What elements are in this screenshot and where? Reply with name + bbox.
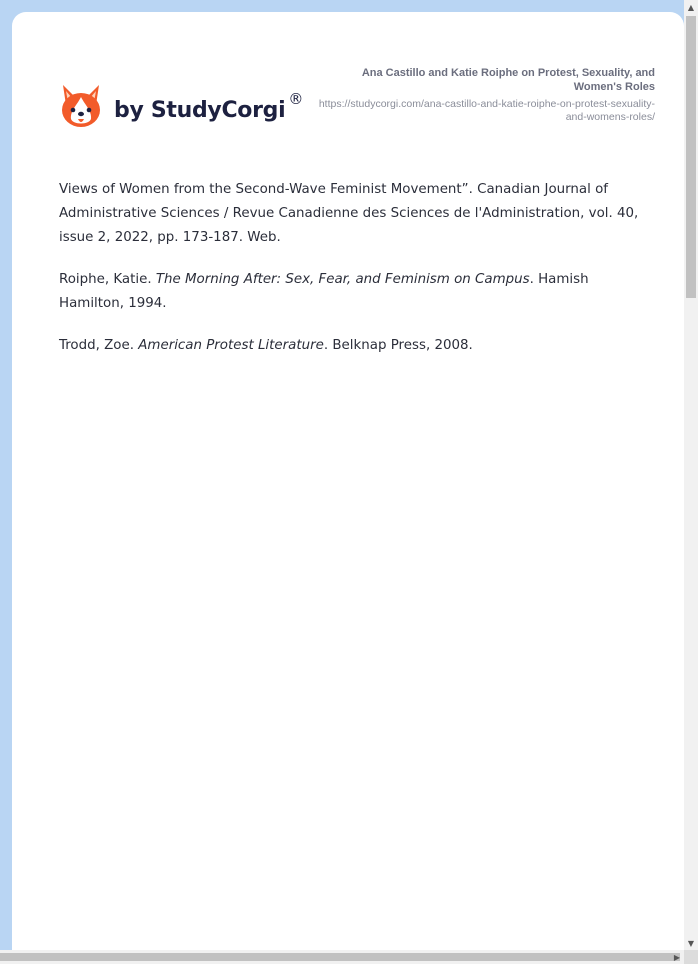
scroll-down-icon[interactable]: ▼ (687, 938, 695, 948)
registered-mark: ® (288, 89, 304, 108)
scroll-up-icon[interactable]: ▲ (687, 2, 695, 12)
vertical-scroll-thumb[interactable] (686, 16, 696, 298)
vertical-scrollbar[interactable] (684, 0, 698, 950)
reference-entry (59, 268, 649, 316)
reference-entry (59, 334, 649, 358)
reference-text: Views of Women from the Second-Wave Feminist Movement”. Canadian Journal of Administrative Sciences / Revue Canadienne des Sciences de l'Administration, vol. 40, issue 2, 2022, pp. 173-187. Web. (59, 182, 639, 245)
scrollbar-corner (684, 950, 698, 964)
reference-publisher: . Belknap Press, 2008. (323, 338, 473, 353)
horizontal-scroll-thumb[interactable] (0, 953, 680, 961)
document-title: Ana Castillo and Katie Roiphe on Protest, Sexuality, and Women's Roles (361, 67, 655, 93)
document-url[interactable]: https://studycorgi.com/ana-castillo-and-katie-roiphe-on-protest-sexuality-and-womens-roles/ (318, 98, 655, 123)
document-meta (315, 66, 655, 124)
logo-wordmark: by StudyCorgi (114, 97, 286, 123)
works-cited-list (59, 178, 649, 376)
document-page (12, 12, 684, 962)
horizontal-scrollbar[interactable] (0, 950, 698, 964)
reference-title: The Morning After: Sex, Fear, and Feminism on Campus (155, 272, 530, 287)
reference-publisher: . Hamish Hamilton, 1994. (59, 272, 589, 311)
reference-author: Roiphe, Katie. (59, 272, 156, 287)
reference-entry (59, 178, 649, 250)
reference-title: American Protest Literature (138, 338, 324, 353)
studycorgi-logo[interactable] (60, 76, 303, 136)
corgi-icon (60, 83, 102, 129)
scroll-right-icon[interactable]: ▶ (673, 952, 681, 962)
reference-author: Trodd, Zoe. (59, 338, 139, 353)
